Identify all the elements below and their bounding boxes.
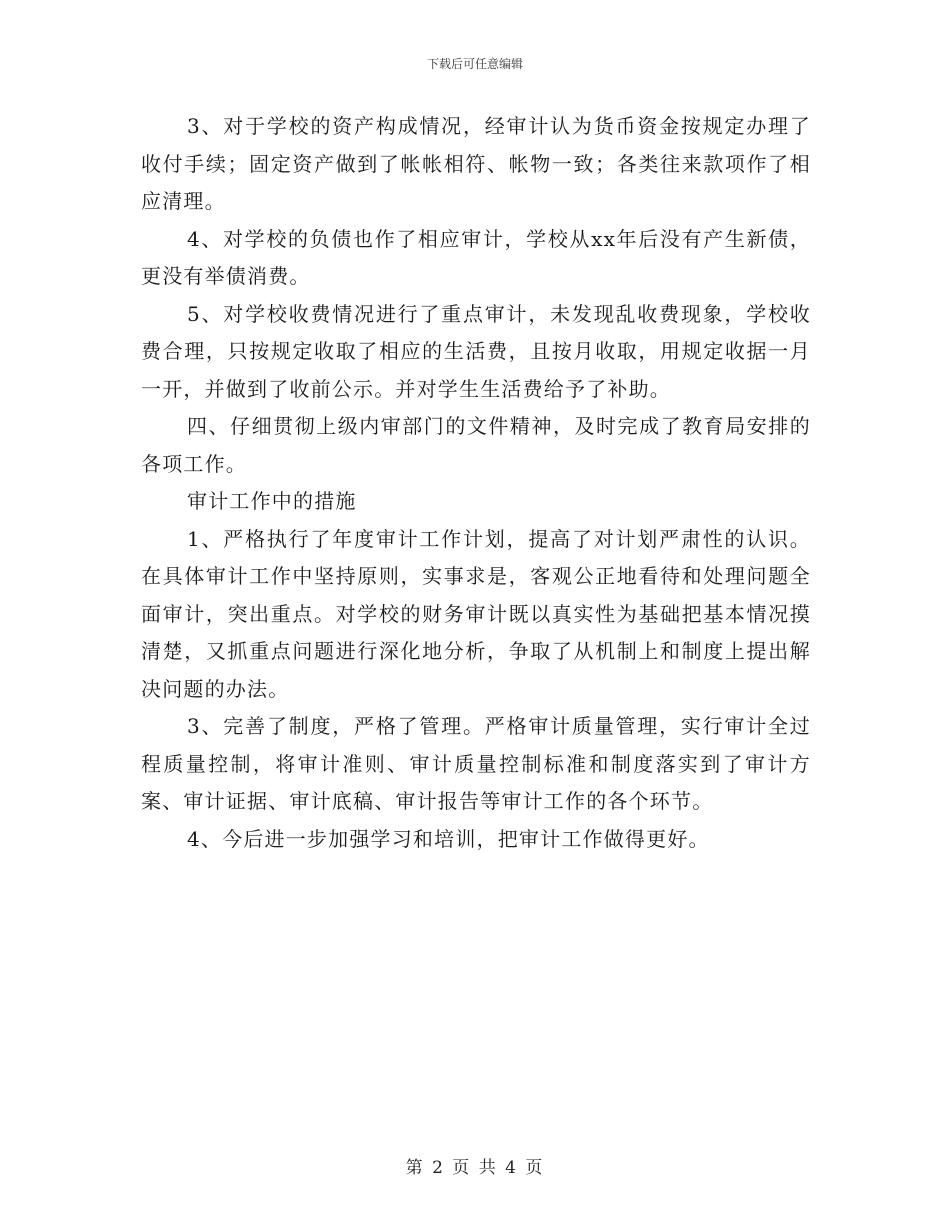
paragraph-assets: 3、对于学校的资产构成情况，经审计认为货币资金按规定办理了收付手续；固定资产做到了帐帐相符、帐物一致；各类往来款项作了相应清理。 bbox=[141, 114, 811, 213]
paragraph-system-management: 3、完善了制度，严格了管理。严格审计质量管理，实行审计全过程质量控制，将审计准则、审计质量控制标准和制度落实到了审计方案、审计证据、审计底稿、审计报告等审计工作的各个环节。 bbox=[141, 714, 811, 813]
page-number: 第 2 页 共 4 页 bbox=[405, 1158, 545, 1178]
section-heading-measures: 审计工作中的措施 bbox=[187, 489, 357, 513]
document-body bbox=[141, 108, 811, 858]
paragraph-section-four: 四、仔细贯彻上级内审部门的文件精神，及时完成了教育局安排的各项工作。 bbox=[141, 414, 811, 476]
paragraph-debts: 4、对学校的负债也作了相应审计，学校从xx年后没有产生新债，更没有举债消费。 bbox=[141, 226, 811, 288]
paragraph-fees: 5、对学校收费情况进行了重点审计，未发现乱收费现象，学校收费合理，只按规定收取了相应的生活费，且按月收取，用规定收据一月一开，并做到了收前公示。并对学生生活费给予了补助。 bbox=[141, 301, 811, 401]
paragraph-training: 4、今后进一步加强学习和培训，把审计工作做得更好。 bbox=[187, 826, 710, 851]
page-header-note: 下载后可任意编辑 bbox=[426, 57, 523, 71]
paragraph-plan-execution: 1、严格执行了年度审计工作计划，提高了对计划严肃性的认识。在具体审计工作中坚持原则，实事求是，客观公正地看待和处理问题全面审计，突出重点。对学校的财务审计既以真实性为基础把基本情况摸清楚，又抓重点问题进行深化地分析，争取了从机制上和制度上提出解决问题的办法。 bbox=[141, 526, 811, 701]
